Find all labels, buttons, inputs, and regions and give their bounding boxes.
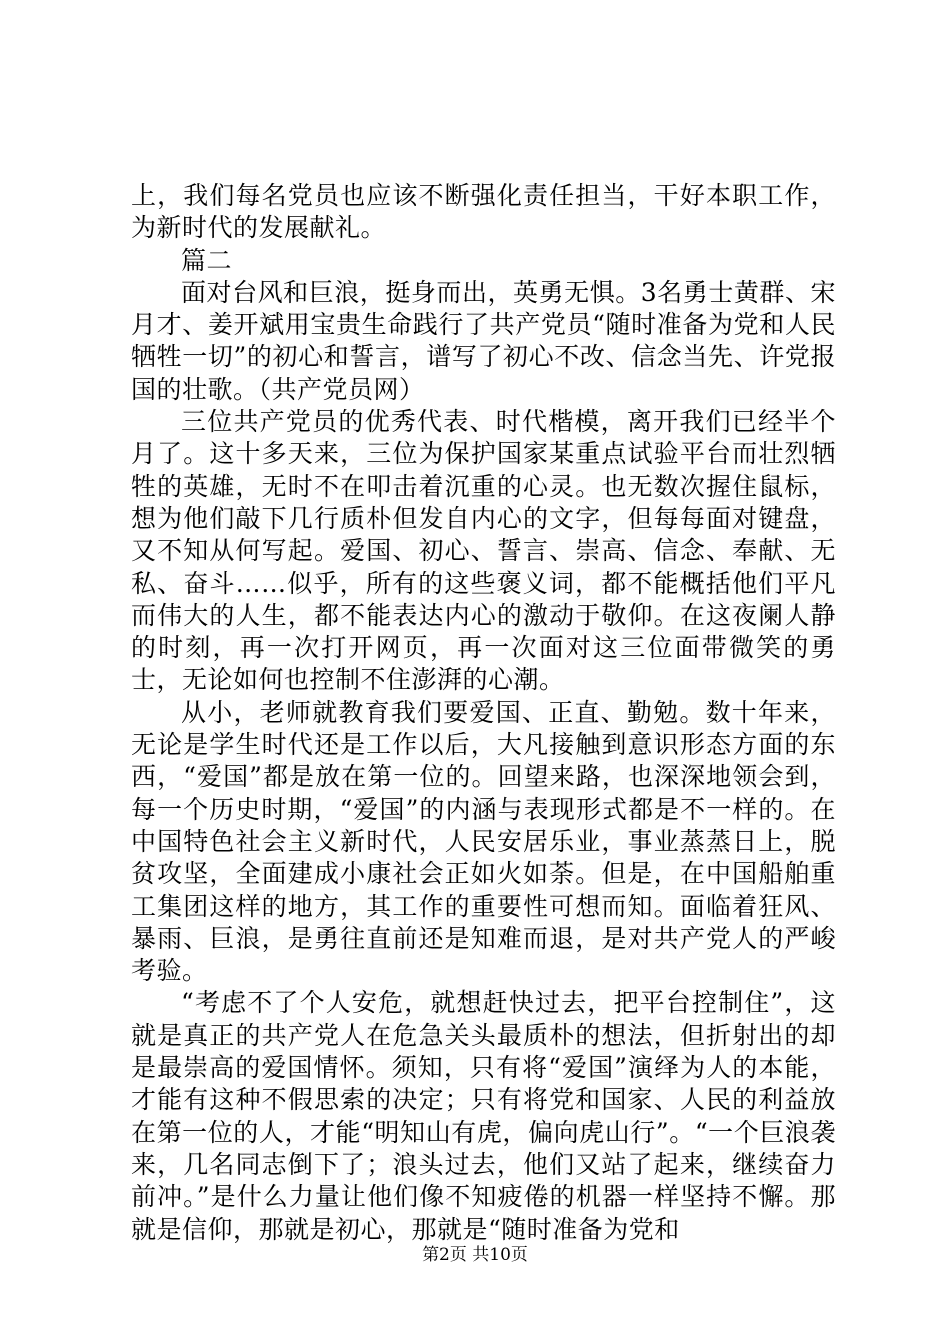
paragraph: “考虑不了个人安危，就想赶快过去，把平台控制住”，这就是真正的共产党人在危急关头最质朴的想法，但折射出的却是最崇高的爱国情怀。须知，只有将“爱国”演绎为人的本能，才能有这种不假思索的决定；只有将党和国家、人民的利益放在第一位的人，才能“明知山有虎，偏向虎山行”。“一个巨浪袭来，几名同志倒下了；浪头过去，他们又站了起来，继续奋力前冲。”是什么力量让他们像不知疲倦的机器一样坚持不懈。那就是信仰，那就是初心，那就是“随时准备为党和	[131, 988, 836, 1244]
document-body	[131, 180, 836, 1246]
page-footer: 第2页 共10页	[422, 1245, 528, 1265]
section-heading: 篇二	[181, 245, 233, 275]
paragraph: 面对台风和巨浪，挺身而出，英勇无惧。3名勇士黄群、宋月才、姜开斌用宝贵生命践行了共产党员“随时准备为党和人民牺牲一切”的初心和誓言，谱写了初心不改、信念当先、许党报国的壮歌。（共产党员网）	[131, 277, 836, 404]
paragraph: 三位共产党员的优秀代表、时代楷模，离开我们已经半个月了。这十多天来，三位为保护国家某重点试验平台而壮烈牺牲的英雄，无时不在叩击着沉重的心灵。也无数次握住鼠标，想为他们敲下几行质朴但发自内心的文字，但每每面对键盘，又不知从何写起。爱国、初心、誓言、崇高、信念、奉献、无私、奋斗……似乎，所有的这些褒义词，都不能概括他们平凡而伟大的人生，都不能表达内心的激动于敬仰。在这夜阑人静的时刻，再一次打开网页，再一次面对这三位面带微笑的勇士，无论如何也控制不住澎湃的心潮。	[131, 407, 836, 695]
paragraph-continued: 上，我们每名党员也应该不断强化责任担当，干好本职工作，为新时代的发展献礼。	[131, 181, 836, 243]
paragraph: 从小，老师就教育我们要爱国、正直、勤勉。数十年来，无论是学生时代还是工作以后，大凡接触到意识形态方面的东西，“爱国”都是放在第一位的。回望来路，也深深地领会到，每一个历史时期，“爱国”的内涵与表现形式都是不一样的。在中国特色社会主义新时代，人民安居乐业，事业蒸蒸日上，脱贫攻坚，全面建成小康社会正如火如荼。但是，在中国船舶重工集团这样的地方，其工作的重要性可想而知。面临着狂风、暴雨、巨浪，是勇往直前还是知难而退，是对共产党人的严峻考验。	[131, 697, 836, 986]
